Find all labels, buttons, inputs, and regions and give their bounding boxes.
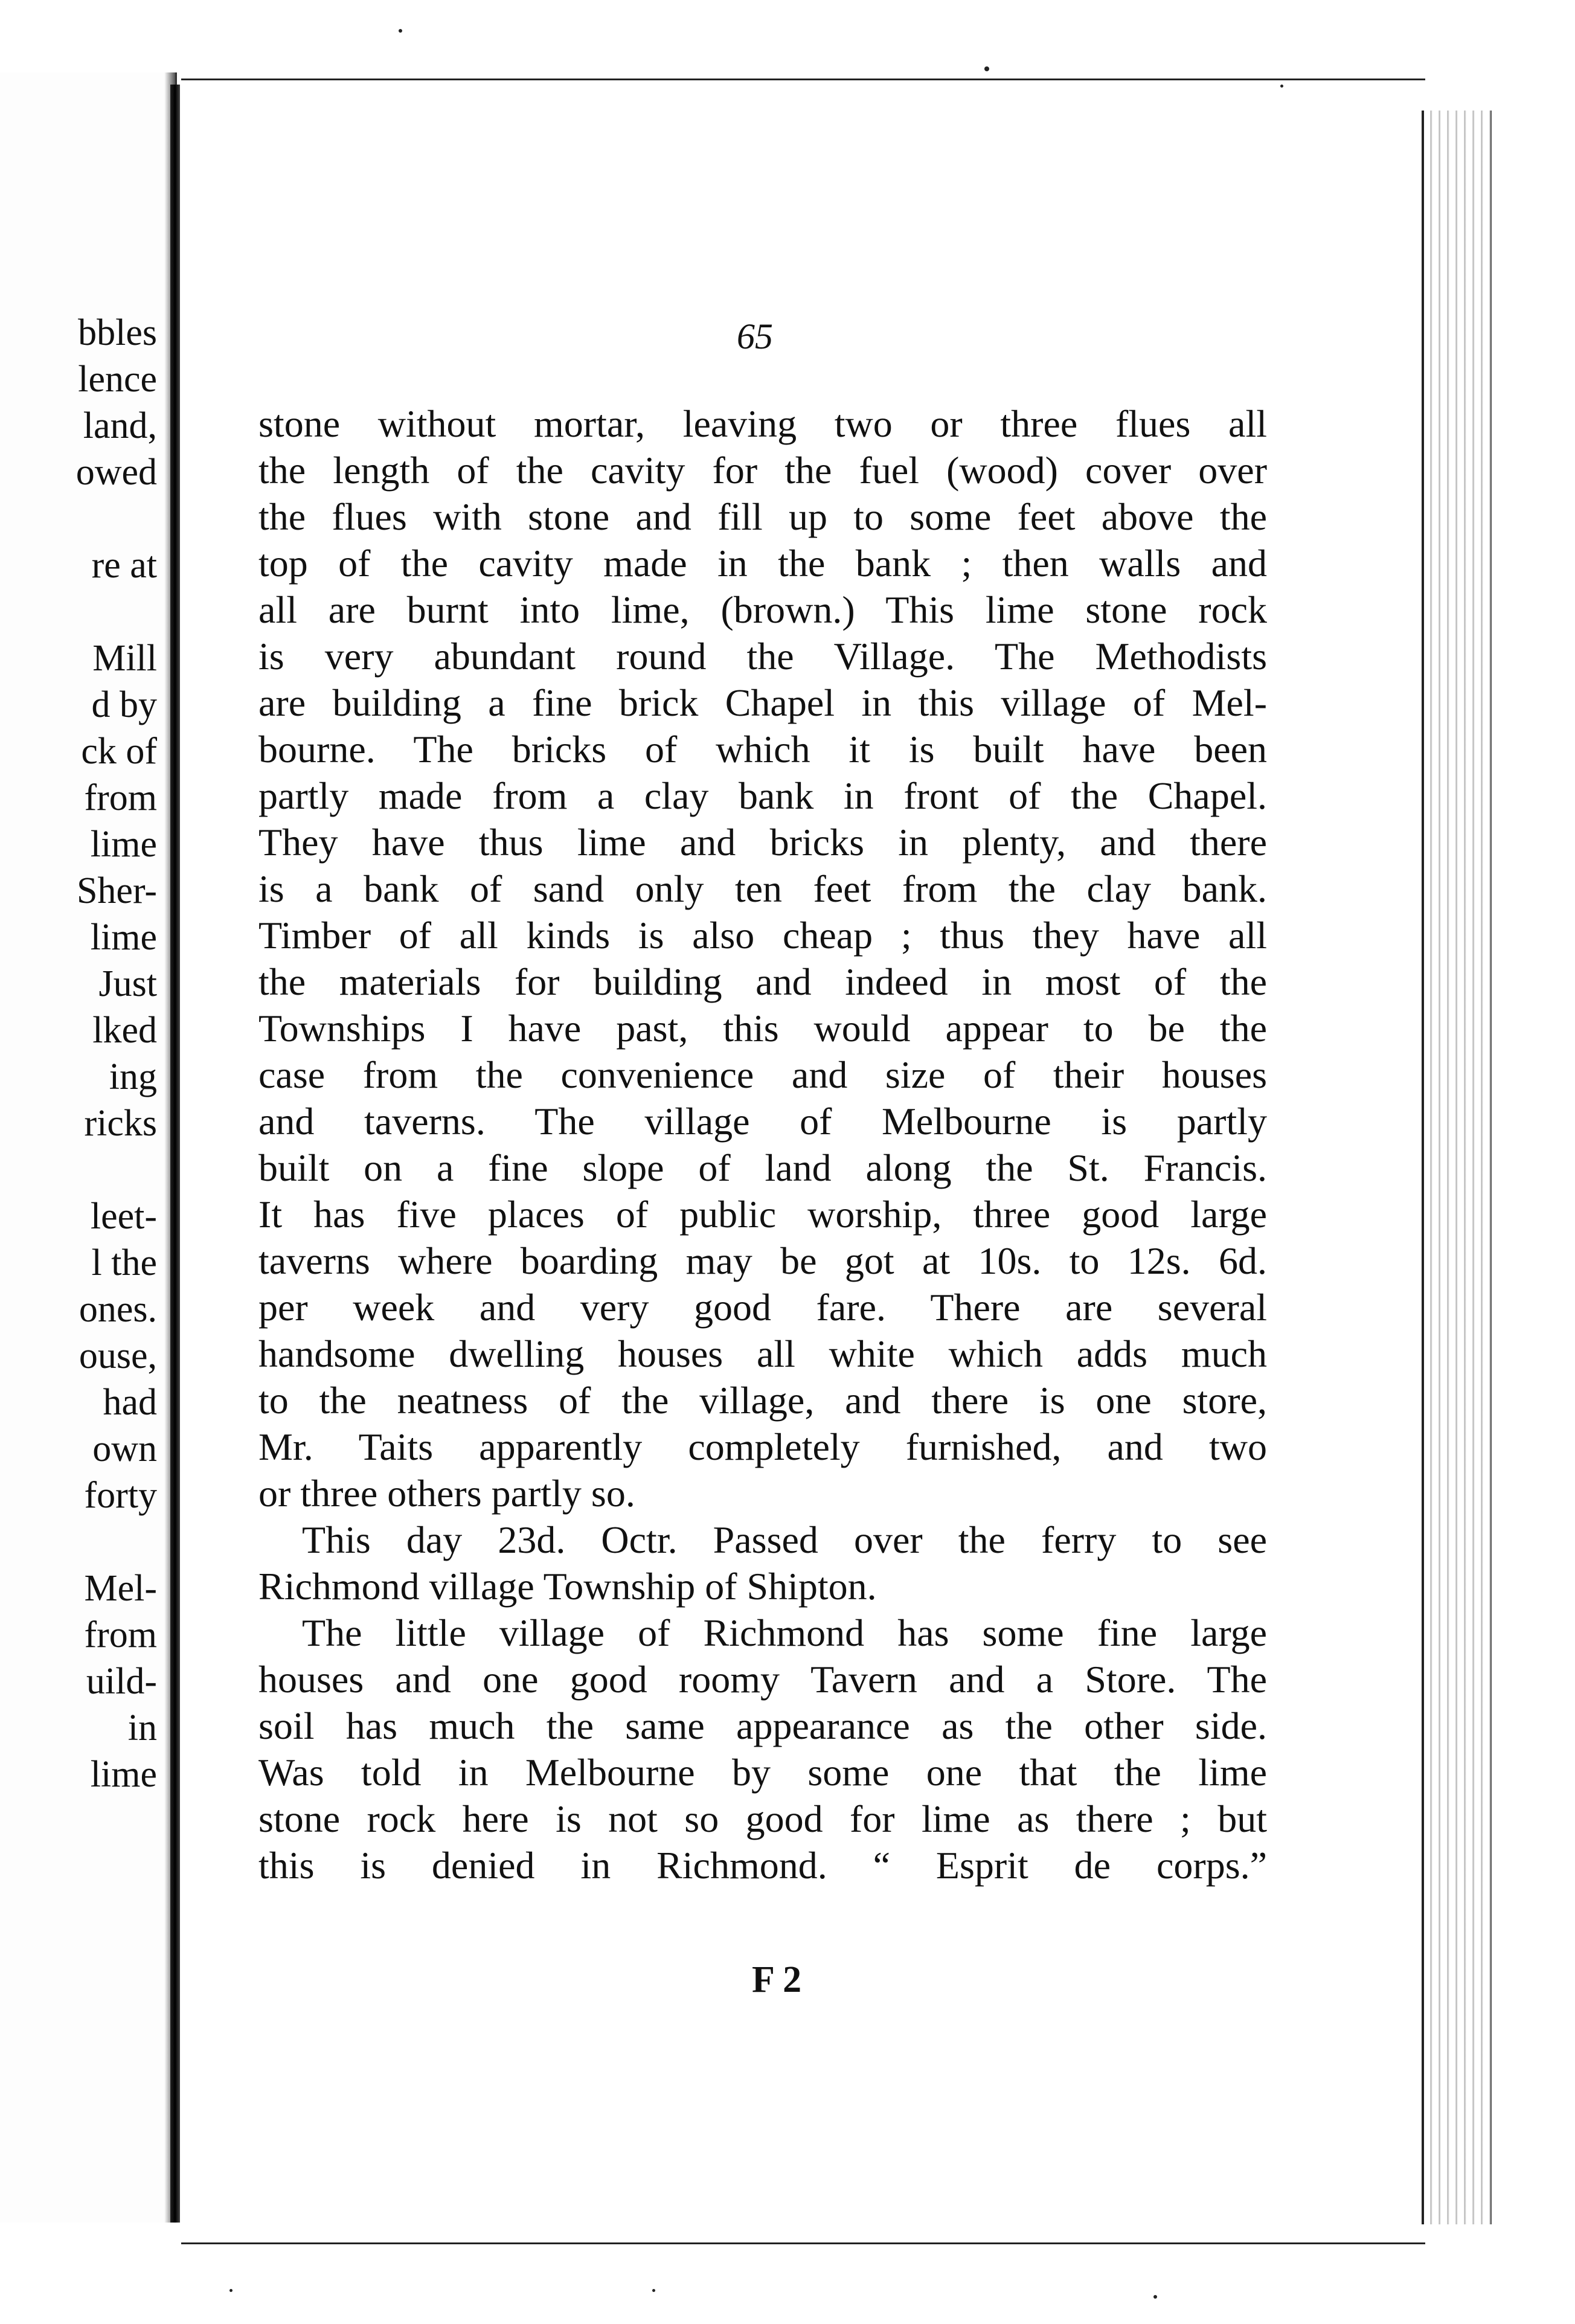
left-page-line: leet-: [90, 1196, 157, 1237]
left-page-line: forty: [84, 1475, 157, 1516]
left-page-line: Just: [98, 963, 157, 1004]
scan-speck: [1153, 2295, 1157, 2299]
left-page-line: re at: [91, 545, 157, 586]
text-line: They have thus lime and bricks in plenty, and there: [258, 821, 1267, 864]
left-page-line: from: [84, 777, 157, 818]
scan-speck: [399, 29, 402, 33]
text-line: stone rock here is not so good for lime as there ; but: [258, 1797, 1267, 1840]
text-line: Was told in Melbourne by some one that the lime: [258, 1751, 1267, 1794]
left-page-line: ricks: [84, 1103, 157, 1144]
left-page-line: Mill: [92, 638, 157, 679]
text-line: the length of the cavity for the fuel (wood) cover over: [258, 449, 1267, 492]
page-number: 65: [737, 316, 773, 356]
text-line: case from the convenience and size of their houses: [258, 1053, 1267, 1096]
left-page-line: lence: [78, 359, 157, 400]
text-line: built on a fine slope of land along the St. Francis.: [258, 1146, 1267, 1189]
scan-speck: [984, 66, 989, 71]
left-page-line: l the: [91, 1242, 157, 1283]
text-line: taverns where boarding may be got at 10s. to 12s. 6d.: [258, 1239, 1267, 1282]
text-line: stone without mortar, leaving two or three flues all: [258, 402, 1267, 445]
left-page-line: from: [84, 1614, 157, 1655]
left-page-line: owed: [75, 452, 157, 493]
left-page-line: lime: [90, 1754, 157, 1795]
left-facing-page: [0, 72, 177, 2223]
text-line: Timber of all kinds is also cheap ; thus they have all: [258, 914, 1267, 957]
page-text-body: [258, 400, 1267, 1889]
text-line: Mr. Taits apparently completely furnished, and two: [258, 1425, 1267, 1468]
text-line: handsome dwelling houses all white which adds much: [258, 1332, 1267, 1375]
left-page-line: Mel-: [84, 1568, 157, 1609]
text-line: is very abundant round the Village. The Methodists: [258, 635, 1267, 678]
text-line: and taverns. The village of Melbourne is partly: [258, 1100, 1267, 1143]
text-line: soil has much the same appearance as the other side.: [258, 1704, 1267, 1747]
scan-speck: [652, 2289, 655, 2292]
text-line: houses and one good roomy Tavern and a Store. The: [258, 1658, 1267, 1701]
text-line: to the neatness of the village, and there is one store,: [258, 1379, 1267, 1422]
left-page-line: uild-: [86, 1661, 157, 1702]
text-line: all are burnt into lime, (brown.) This lime stone rock: [258, 588, 1267, 631]
left-page-line: in: [127, 1707, 157, 1748]
text-line: or three others partly so.: [258, 1472, 635, 1515]
page-edges: [1422, 111, 1492, 2224]
text-line: top of the cavity made in the bank ; then walls and: [258, 542, 1267, 585]
left-page-line: lime: [90, 917, 157, 958]
left-page-line: ones.: [79, 1289, 157, 1330]
left-page-line: d by: [91, 684, 157, 725]
text-line: bourne. The bricks of which it is built have been: [258, 728, 1267, 771]
paragraph-start-line: This day 23d. Octr. Passed over the ferry to see: [302, 1518, 1267, 1561]
left-page-line: land,: [83, 405, 157, 446]
left-page-line: own: [92, 1428, 157, 1469]
text-line: are building a fine brick Chapel in this village of Mel-: [258, 681, 1267, 724]
text-line: the flues with stone and fill up to some feet above the: [258, 495, 1267, 538]
left-page-line: bbles: [78, 312, 157, 353]
main-page: [181, 79, 1425, 2244]
text-line: this is denied in Richmond. “ Esprit de corps.”: [258, 1844, 1267, 1887]
book-spine: [170, 85, 180, 2223]
left-page-line: lked: [92, 1010, 157, 1051]
left-page-line: ing: [109, 1056, 157, 1097]
text-line: Richmond village Township of Shipton.: [258, 1565, 877, 1608]
printer-signature-mark: F 2: [752, 1959, 802, 2000]
scan-speck: [229, 2289, 233, 2292]
text-line: It has five places of public worship, three good large: [258, 1193, 1267, 1236]
text-line: the materials for building and indeed in most of the: [258, 960, 1267, 1003]
text-line: per week and very good fare. There are several: [258, 1286, 1267, 1329]
left-page-line: Sher-: [76, 870, 157, 911]
left-page-line: ouse,: [79, 1335, 157, 1376]
left-page-line: had: [103, 1382, 157, 1423]
paragraph-start-line: The little village of Richmond has some fine large: [302, 1611, 1267, 1654]
left-page-line: lime: [90, 824, 157, 865]
left-page-line: ck of: [81, 731, 157, 772]
text-line: is a bank of sand only ten feet from the clay bank.: [258, 867, 1267, 910]
text-line: Townships I have past, this would appear to be the: [258, 1007, 1267, 1050]
text-line: partly made from a clay bank in front of the Chapel.: [258, 774, 1267, 817]
